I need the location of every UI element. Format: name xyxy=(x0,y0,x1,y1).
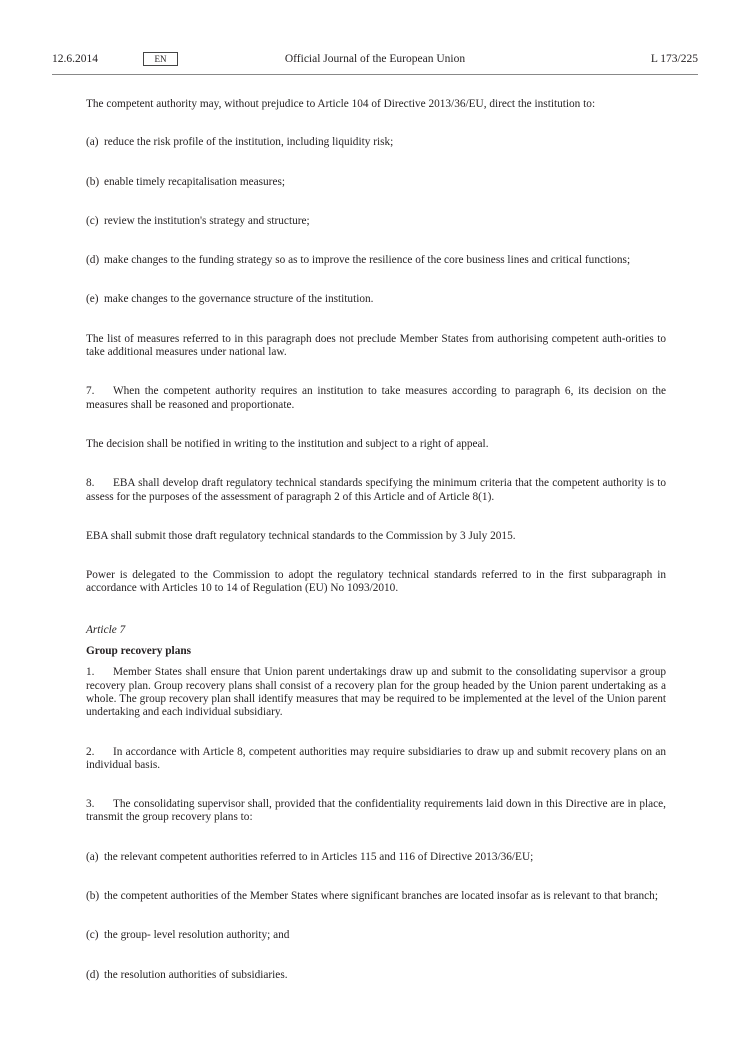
paragraph-7 xyxy=(86,385,666,412)
item-text: reduce the risk profile of the institution, including liquidity risk; xyxy=(104,136,394,149)
paragraph-number: 3. xyxy=(86,798,95,811)
item-label: (c) xyxy=(86,929,99,942)
item-label: (d) xyxy=(86,968,100,981)
item-text: the group- level resolution authority; and xyxy=(104,929,290,942)
paragraph-text: The consolidating supervisor shall, provided that the confidentiality requirements laid down in this Directive are in place, transmit the group recovery plans to: xyxy=(86,798,666,824)
recipient-item xyxy=(86,851,666,864)
item-label: (c) xyxy=(86,214,99,227)
paragraph-8 xyxy=(86,477,666,504)
language-badge: EN xyxy=(143,52,178,66)
measure-item xyxy=(86,293,666,306)
paragraph-number: 1. xyxy=(86,666,95,679)
item-label: (a) xyxy=(86,850,99,863)
eba-submit-note: EBA shall submit those draft regulatory technical standards to the Commission by 3 July 2015. xyxy=(86,529,516,542)
article-title: Group recovery plans xyxy=(86,645,192,658)
header-divider xyxy=(52,74,698,75)
item-text: the relevant competent authorities referred to in Articles 115 and 116 of Directive 2013/36/EU; xyxy=(104,850,534,863)
item-label: (a) xyxy=(86,136,99,149)
recipient-item xyxy=(86,890,666,903)
publication-date: 12.6.2014 xyxy=(52,53,98,65)
item-label: (b) xyxy=(86,890,100,903)
item-text: the resolution authorities of subsidiaries. xyxy=(104,968,288,981)
paragraph-number: 2. xyxy=(86,745,95,758)
item-text: make changes to the governance structure of the institution. xyxy=(104,293,374,306)
decision-note: The decision shall be notified in writing to the institution and subject to a right of appeal. xyxy=(86,437,489,450)
recipient-item xyxy=(86,929,666,942)
paragraph-number: 8. xyxy=(86,477,95,490)
article7-paragraph-1 xyxy=(86,666,666,719)
paragraph-text: Member States shall ensure that Union parent undertakings draw up and submit to the consolidating supervisor a group recovery plan. Group recovery plans shall consist of a recovery plan for the group headed by the Union parent undertaking as a whole. The group recovery plan shall identify measures that may be required to be implemented at the level of the Union parent undertaking and each individual subsidiary. xyxy=(86,666,666,719)
item-text: review the institution's strategy and structure; xyxy=(104,214,310,227)
item-label: (d) xyxy=(86,254,100,267)
measure-item xyxy=(86,215,666,228)
item-label: (b) xyxy=(86,175,100,188)
article7-paragraph-3 xyxy=(86,798,666,825)
paragraph-text: EBA shall develop draft regulatory technical standards specifying the minimum criteria that the competent authority is to assess for the purposes of the assessment of paragraph 2 of this Article and of Article 8(1). xyxy=(86,477,666,503)
measure-item xyxy=(86,254,666,267)
intro-paragraph: The competent authority may, without prejudice to Article 104 of Directive 2013/36/EU, direct the institution to: xyxy=(86,98,596,110)
paragraph-text: In accordance with Article 8, competent authorities may require subsidiaries to draw up and submit recovery plans on an individual basis. xyxy=(86,745,666,771)
power-delegated-note: Power is delegated to the Commission to adopt the regulatory technical standards referred to in the first subparagraph in accordance with Articles 10 to 14 of Regulation (EU) No 1093/2010. xyxy=(86,569,666,595)
document-body xyxy=(86,98,666,982)
item-text: the competent authorities of the Member States where significant branches are located insofar as is relevant to that branch; xyxy=(104,890,658,903)
list-note: The list of measures referred to in this paragraph does not preclude Member States from authorising competent auth-orities to take additional measures under national law. xyxy=(86,332,666,359)
article-number: Article 7 xyxy=(86,623,126,636)
measure-item xyxy=(86,176,666,189)
paragraph-text: When the competent authority requires an institution to take measures according to paragraph 6, its decision on the measures shall be reasoned and proportionate. xyxy=(86,385,666,411)
recipient-item xyxy=(86,969,666,982)
item-text: enable timely recapitalisation measures; xyxy=(104,175,285,188)
item-label: (e) xyxy=(86,293,99,306)
journal-title: Official Journal of the European Union xyxy=(284,53,466,65)
measure-item xyxy=(86,136,666,149)
paragraph-number: 7. xyxy=(86,385,95,398)
item-text: make changes to the funding strategy so as to improve the resilience of the core business lines and critical functions; xyxy=(104,254,631,267)
page-reference: L 173/225 xyxy=(650,53,698,65)
page-header xyxy=(52,53,698,69)
article7-paragraph-2 xyxy=(86,746,666,773)
